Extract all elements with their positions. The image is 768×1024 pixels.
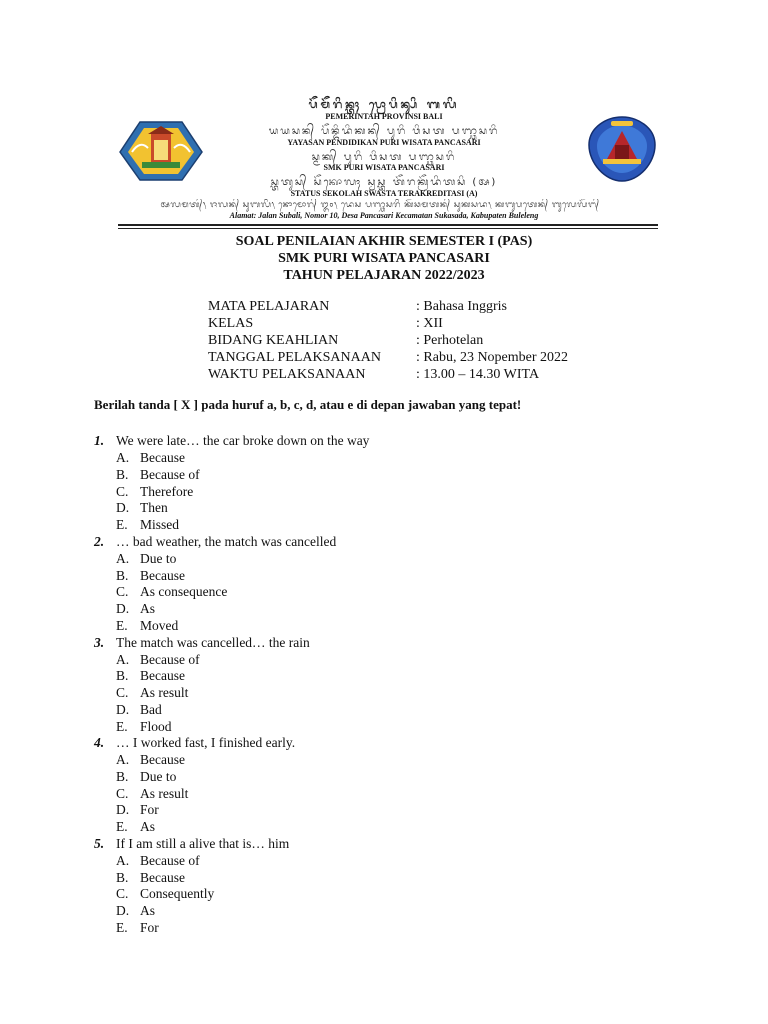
option-text: As result <box>140 786 189 801</box>
info-value: : Rabu, 23 Nopember 2022 <box>416 350 569 365</box>
info-label: BIDANG KEAHLIAN <box>208 333 339 348</box>
info-label: WAKTU PELAKSANAAN <box>208 367 366 382</box>
instruction-text: Berilah tanda [ X ] pada huruf a, b, c, d, atau e di depan jawaban yang tepat! <box>94 397 522 412</box>
option-text: Therefore <box>140 484 194 499</box>
option-text: As <box>140 903 156 918</box>
option-text: Missed <box>140 517 180 532</box>
option-letter: D. <box>116 702 130 717</box>
info-label: KELAS <box>208 316 254 331</box>
letterhead-foundation: YAYASAN PENDIDIKAN PURI WISATA PANCASARI <box>287 138 481 147</box>
option-text: As <box>140 601 156 616</box>
letterhead-accreditation: STATUS SEKOLAH SWASTA TERAKREDITASI (A) <box>290 189 478 198</box>
letterhead-divider-thick <box>118 224 658 226</box>
question-number: 3. <box>94 635 105 650</box>
question-text: If I am still a alive that is… him <box>116 836 290 851</box>
question-text: … I worked fast, I finished early. <box>116 735 296 750</box>
letterhead-balinese-line-4: ᬲ᭄ᬢᬢᬸᬲ᭄ ᬲᭂᬓᭀᬮᬄ ᬲ᭄ᬯᬲ᭄ᬢ ᬢᭂᬭᬓ᭄ᬭᭂᬤᬶᬢᬲᬶ (ᬅ) <box>270 177 498 188</box>
option-text: Because of <box>140 853 200 868</box>
option-letter: C. <box>116 584 129 599</box>
option-text: Bad <box>140 702 162 717</box>
option-text: Flood <box>140 719 172 734</box>
option-text: Because <box>140 870 185 885</box>
exam-school-name: SMK PURI WISATA PANCASARI <box>278 251 490 266</box>
question-number: 5. <box>94 836 105 851</box>
option-letter: E. <box>116 819 128 834</box>
option-letter: E. <box>116 920 128 935</box>
option-letter: A. <box>116 551 130 566</box>
option-text: Because <box>140 668 185 683</box>
option-text: Due to <box>140 551 177 566</box>
info-label: TANGGAL PELAKSANAAN <box>208 350 381 365</box>
option-letter: C. <box>116 484 129 499</box>
option-text: Because <box>140 752 185 767</box>
option-text: Due to <box>140 769 177 784</box>
exam-title: SOAL PENILAIAN AKHIR SEMESTER I (PAS) <box>235 234 533 249</box>
letterhead-balinese-line-1: ᬧᭂᬫᭂᬭᬶᬦ᭄ᬢᬄ ᬧ᭄ᬭᭀᬧᬶᬦ᭄ᬲᬶ ᬩᬮᬶ <box>308 98 460 111</box>
letterhead-address: Alamat: Jalan Subali, Nomor 10, Desa Pancasari Kecamatan Sukasada, Kabupaten Buleleng <box>229 211 539 220</box>
info-value: : 13.00 – 14.30 WITA <box>416 367 540 382</box>
letterhead-school: SMK PURI WISATA PANCASARI <box>323 163 445 172</box>
option-text: Because <box>140 568 185 583</box>
letterhead-government: PEMERINTAH PROVINSI BALI <box>325 112 443 121</box>
letterhead-balinese-line-5: ᬅᬮᬫᬢ᭄᭞ ᬚᬮᬦ᭄ ᬲᬸᬩᬮᬶ᭞ ᬦᭀᬫᭀᬭ᭄ ᬑ᭐᭞ ᬤᬾᬲ ᬧᬜ᭄ᬘᬲᬭᬶ ᬓᭂᬘᬫᬢᬦ᭄ ᬲᬸᬓᬲᬤ᭞ ᬓᬩᬸᬧᬢᬾᬦ᭄ ᬩᬸᬮᬾᬮᭂᬗ᭄ <box>160 200 600 210</box>
letterhead-balinese-line-2: ᬬᬬᬲᬦ᭄ ᬧᭂᬦ᭄ᬤᬶᬤᬶᬓᬦ᭄ ᬧᬸᬭᬶ ᬯᬶᬲᬢ ᬧᬜ᭄ᬘᬲᬭᬶ <box>268 126 500 137</box>
option-text: For <box>140 802 159 817</box>
option-text: Consequently <box>140 886 215 901</box>
option-letter: A. <box>116 853 130 868</box>
option-letter: D. <box>116 500 130 515</box>
option-text: As result <box>140 685 189 700</box>
option-letter: A. <box>116 652 130 667</box>
option-text: Because of <box>140 467 200 482</box>
option-letter: C. <box>116 786 129 801</box>
option-text: For <box>140 920 159 935</box>
option-letter: C. <box>116 886 129 901</box>
option-letter: B. <box>116 769 129 784</box>
option-letter: B. <box>116 467 129 482</box>
letterhead-divider-thin <box>118 228 658 229</box>
option-text: Because <box>140 450 185 465</box>
info-value: : Perhotelan <box>416 333 484 348</box>
option-letter: E. <box>116 719 128 734</box>
option-text: As consequence <box>140 584 228 599</box>
info-value: : Bahasa Inggris <box>416 299 507 314</box>
option-text: Moved <box>140 618 179 633</box>
question-text: The match was cancelled… the rain <box>116 635 310 650</box>
option-letter: B. <box>116 870 129 885</box>
exam-academic-year: TAHUN PELAJARAN 2022/2023 <box>283 268 485 283</box>
option-letter: E. <box>116 618 128 633</box>
option-letter: D. <box>116 903 130 918</box>
info-value: : XII <box>416 316 443 331</box>
option-letter: A. <box>116 450 130 465</box>
option-letter: B. <box>116 668 129 683</box>
question-number: 2. <box>94 534 105 549</box>
option-letter: A. <box>116 752 130 767</box>
option-letter: D. <box>116 601 130 616</box>
option-letter: D. <box>116 802 130 817</box>
letterhead-balinese-line-3: ᬲ᭄ᬫᬓ᭄ ᬧᬸᬭᬶ ᬯᬶᬲᬢ ᬧᬜ᭄ᬘᬲᬭᬶ <box>311 152 457 163</box>
option-letter: B. <box>116 568 129 583</box>
option-text: As <box>140 819 156 834</box>
question-number: 4. <box>94 735 105 750</box>
option-letter: C. <box>116 685 129 700</box>
option-text: Then <box>140 500 168 515</box>
info-label: MATA PELAJARAN <box>208 299 330 314</box>
option-letter: E. <box>116 517 128 532</box>
question-number: 1. <box>94 433 105 448</box>
option-text: Because of <box>140 652 200 667</box>
question-text: … bad weather, the match was cancelled <box>116 534 337 549</box>
question-text: We were late… the car broke down on the way <box>116 433 370 448</box>
